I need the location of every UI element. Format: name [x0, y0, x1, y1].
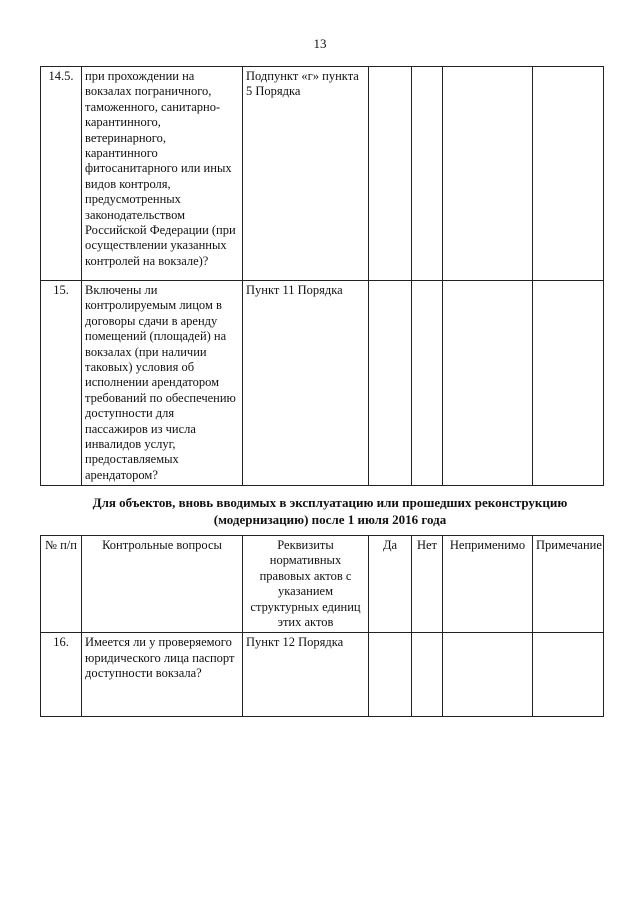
- table-row: [41, 281, 604, 486]
- legal-reference: Подпункт «г» пункта 5 Порядка: [243, 67, 369, 281]
- table-header-row: [41, 536, 604, 633]
- header-question: Контрольные вопросы: [82, 536, 243, 633]
- yes-cell[interactable]: [369, 67, 412, 281]
- not-applicable-cell[interactable]: [443, 281, 533, 486]
- header-number: № п/п: [41, 536, 82, 633]
- header-not-applicable: Неприменимо: [443, 536, 533, 633]
- note-cell[interactable]: [533, 67, 604, 281]
- header-note: Примечание: [533, 536, 604, 633]
- control-question: Имеется ли у проверяемого юридического лица паспорт доступности вокзала?: [82, 633, 243, 717]
- row-number: 16.: [41, 633, 82, 717]
- checklist-table-continued: [40, 66, 604, 486]
- control-question: при прохождении на вокзалах пограничного, таможенного, санитарно-карантинного, ветеринарного, карантинного фитосанитарного или иных видов контроля, предусмотренных законодательством Российской Федерации (при осуществлении указанных контролей на вокзале)?: [82, 67, 243, 281]
- checklist-table-new-objects: [40, 535, 604, 717]
- table-row: [41, 633, 604, 717]
- legal-reference: Пункт 12 Порядка: [243, 633, 369, 717]
- control-question: Включены ли контролируемым лицом в договоры сдачи в аренду помещений (площадей) на вокзалах (при наличии таковых) условия об исполнении арендатором требований по обеспечению доступности для пассажиров из числа инвалидов услуг, предоставляемых арендатором?: [82, 281, 243, 486]
- no-cell[interactable]: [412, 67, 443, 281]
- header-no: Нет: [412, 536, 443, 633]
- page-number: 13: [313, 36, 327, 51]
- yes-cell[interactable]: [369, 633, 412, 717]
- no-cell[interactable]: [412, 633, 443, 717]
- yes-cell[interactable]: [369, 281, 412, 486]
- row-number: 14.5.: [41, 67, 82, 281]
- not-applicable-cell[interactable]: [443, 633, 533, 717]
- section-heading: Для объектов, вновь вводимых в эксплуатацию или прошедших реконструкцию (модернизацию) после 1 июля 2016 года: [92, 495, 568, 527]
- legal-reference: Пункт 11 Порядка: [243, 281, 369, 486]
- no-cell[interactable]: [412, 281, 443, 486]
- row-number: 15.: [41, 281, 82, 486]
- header-yes: Да: [369, 536, 412, 633]
- note-cell[interactable]: [533, 281, 604, 486]
- not-applicable-cell[interactable]: [443, 67, 533, 281]
- header-reference: Реквизиты нормативных правовых актов с указанием структурных единиц этих актов: [243, 536, 369, 633]
- table-row: [41, 67, 604, 281]
- note-cell[interactable]: [533, 633, 604, 717]
